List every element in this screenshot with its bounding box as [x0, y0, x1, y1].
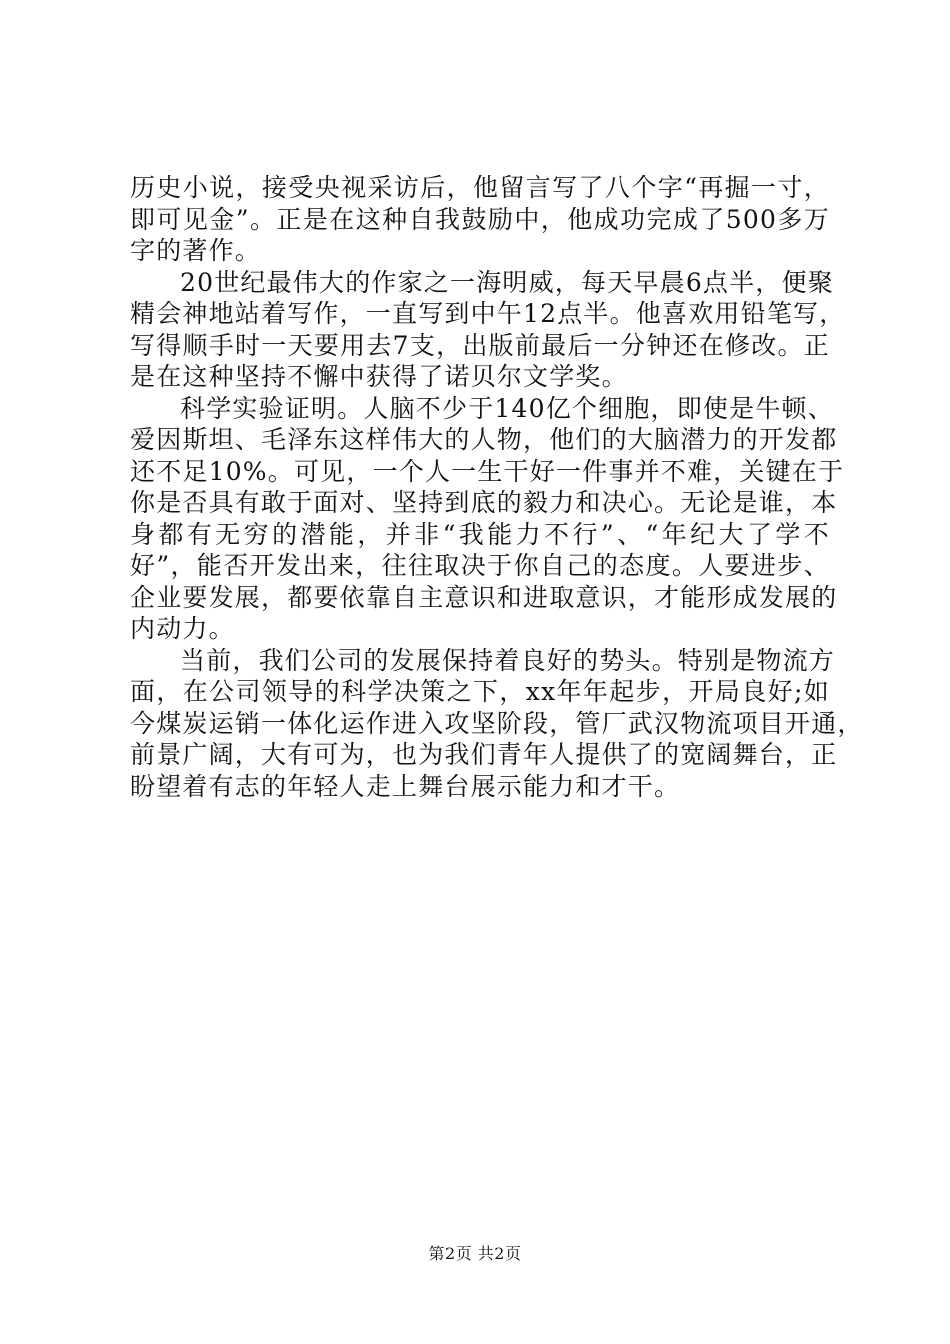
- text-line: 身都有无穷的潜能，并非“我能力不行”、“年纪大了学不: [130, 519, 830, 549]
- text-line: 科学实验证明。人脑不少于140亿个细胞，即使是牛顿、: [180, 393, 834, 423]
- text-line: 好”，能否开发出来，往往取决于你自己的态度。人要进步、: [130, 551, 830, 580]
- text-line: 面，在公司领导的科学决策之下，xx年年起步，开局良好;如: [130, 677, 830, 706]
- page-footer: [0, 1244, 950, 1264]
- paragraph: [130, 393, 845, 645]
- text-line: 今煤炭运销一体化运作进入攻坚阶段，管厂武汉物流项目开通，: [130, 708, 864, 738]
- paragraph: [130, 267, 846, 393]
- paragraph: [130, 645, 864, 803]
- text-line: 写得顺手时一天要用去7支，出版前最后一分钟还在修改。正: [130, 330, 830, 360]
- document-body: [130, 172, 864, 802]
- text-line: 字的著作。: [130, 236, 262, 265]
- paragraph: [130, 172, 830, 267]
- text-line: 当前，我们公司的发展保持着良好的势头。特别是物流方: [180, 645, 836, 675]
- text-line: 20世纪最伟大的作家之一海明威，每天早晨6点半，便聚: [180, 267, 834, 297]
- text-line: 是在这种坚持不懈中获得了诺贝尔文学奖。: [130, 362, 628, 391]
- text-line: 精会神地站着写作，一直写到中午12点半。他喜欢用铅笔写，: [130, 299, 846, 328]
- text-line: 前景广阔，大有可为，也为我们青年人提供了的宽阔舞台，正: [130, 740, 838, 769]
- text-line: 你是否具有敢于面对、坚持到底的毅力和决心。无论是谁，本: [130, 488, 838, 517]
- text-line: 还不足10%。可见，一个人一生干好一件事并不难，关键在于: [130, 456, 845, 486]
- text-line: 企业要发展，都要依靠自主意识和进取意识，才能形成发展的: [130, 582, 838, 612]
- text-line: 即可见金”。正是在这种自我鼓励中，他成功完成了500多万: [130, 204, 830, 234]
- text-line: 历史小说，接受央视采访后，他留言写了八个字“再掘一寸，: [130, 173, 830, 202]
- text-line: 爱因斯坦、毛泽东这样伟大的人物，他们的大脑潜力的开发都: [130, 425, 838, 454]
- text-line: 内动力。: [130, 614, 235, 643]
- page-number: 第2页 共2页: [428, 1244, 522, 1263]
- text-line: 盼望着有志的年轻人走上舞台展示能力和才干。: [130, 771, 681, 801]
